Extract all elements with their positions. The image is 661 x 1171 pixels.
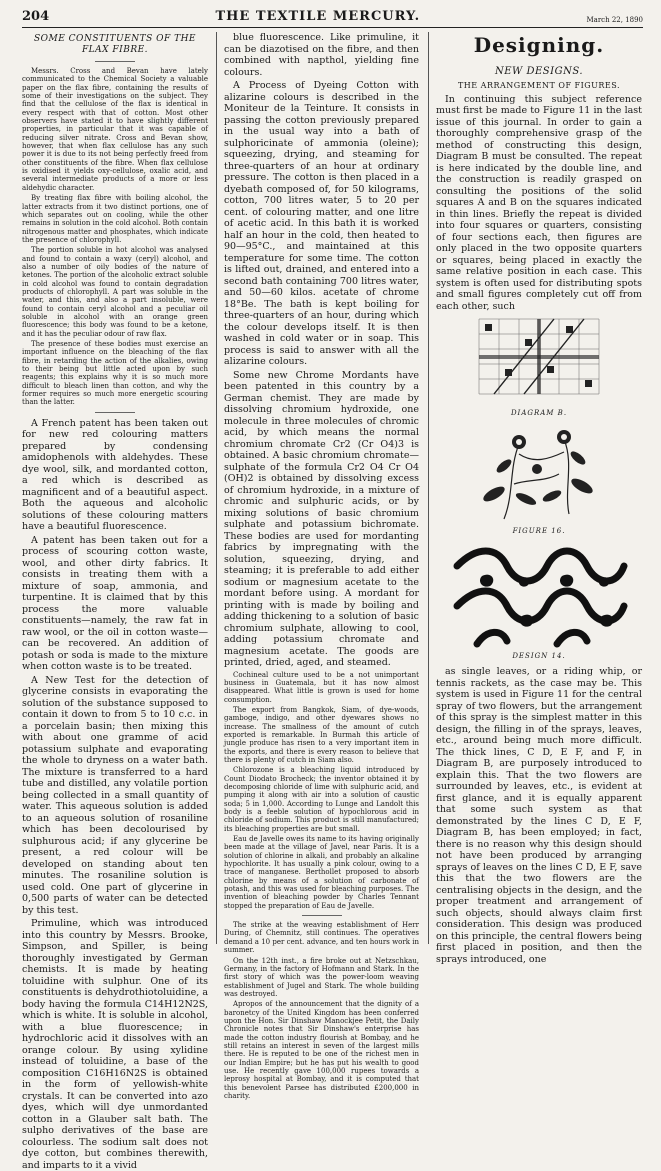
article-heading: THE ARRANGEMENT OF FIGURES. [457, 81, 621, 91]
paragraph: blue fluorescence. Like primuline, it can be diazotised on the fibre, and then combined with napthol, yielding fine colours. [224, 32, 419, 78]
paragraph: A patent has been taken out for a process of scouring cotton waste, wool, and other dirty fabrics. It consists in treating them with a mixture of soap, ammonia, and turpentine. It is claimed that by this process the more valuable constituents—namely, the raw fat in raw wool, or the oil in cotton waste—can be recovered. An addition of potash or soda is made to the mixture when cotton waste is to be treated. [22, 534, 208, 673]
solid-square [485, 324, 492, 331]
paragraph: By treating flax fibre with boiling alcohol, the latter extracts from it two distinct portions, one of which separates out on cooling, while the other remains in solution in the cold alcohol. Both contain nitrogenous matter and phosphates, which indicate the presence of chlorophyll. [22, 194, 208, 244]
paragraph: Chlorozone is a bleaching liquid introduced by Count Diodato Brocheck; the inventor obtained it by decomposing chloride of lime with sulphuric acid, and pumping it along with air into a solution of caustic soda; 5 in 1,000. According to Lunge and Landolt this body is a feeble solution of hypochlorous acid in chloride of sodium. This product is still manufactured; its bleaching properties are but small. [224, 766, 419, 833]
divider [302, 915, 342, 916]
paragraph: In continuing this subject reference must first be made to Figure 11 in the last issue of this journal. In order to gain a thoroughly comprehensive grasp of the method of constructing this design, Diagram B must be consulted. The repeat is here indicated by the double line, and the construction is readily grasped on consulting the positions of the solid squares A and B on the squares indicated in thin lines. Briefly the repeat is divided into four squares or quarters, consisting of four sections each, then figures are only placed in the two opposite quarters or squares, being placed in exactly the same relative position in each case. This system is often used for distributing spots and small figures completely cut off from each other, such [436, 93, 642, 312]
journal-title: THE TEXTILE MERCURY. [215, 9, 421, 24]
paragraph: Some new Chrome Mordants have been patented in this country by a German chemist. They are made by dissolving chromium hydroxide, one molecule in three molecules of chromic acid, by which means the normal chromium chromate Cr2 (Cr O4)3 is obtained. A basic chromium chromate—sulphate of the formula Cr2 O4 Cr O4 (OH)2 is obtained by dissolving excess of chromium hydroxide, in a mixture of chromic and sulphuric acids, or by mixing solutions of basic chromium sulphate and potassium bichromate. These bodies are used for mordanting fabrics by impregnating with the solution, squeezing, drying, and steaming; it is preferable to add either sodium or magnesium acetate to the mordant before using. A mordant for printing with is made by boiling and adding thickening to a solution of basic chromium sulphate, allowing to cool, adding potassium chromate and magnesium acetate. The goods are printed, dried, aged, and steamed. [224, 369, 419, 668]
solid-square [585, 380, 592, 387]
paragraph: A French patent has been taken out for new red colouring matters prepared by condensing amidophenols with aldehydes. These dye wool, silk, and mordanted cotton, a red which is described as magnificent and of a beautiful aspect. Both the aqueous and alcoholic solutions of these colouring matters have a beautiful fluorescence. [22, 417, 208, 533]
divider [95, 412, 135, 413]
solid-square [566, 326, 573, 333]
paragraph: The strike at the weaving establishment of Herr During, of Chemnitz, still continues. The operatives demand a 10 per cent. advance, and ten hours work in summer. [224, 921, 419, 955]
paragraph: The presence of these bodies must exercise an important influence on the bleaching of the flax fibre, in retarding the action of the alkalies, owing to their being but little acted upon by such reagents; this explains why it is so much more difficult to bleach linen than cotton, and why the former requires so much more energetic scouring than the latter. [22, 340, 208, 407]
column-right [436, 32, 642, 965]
solid-square [525, 339, 532, 346]
section-subtitle: NEW DESIGNS. [494, 66, 584, 77]
figure-caption: DIAGRAM B. [510, 409, 568, 418]
section-title: Designing. [473, 33, 605, 57]
figure-caption: DESIGN 14. [512, 651, 566, 660]
paragraph: The portion soluble in hot alcohol was analysed and found to contain a waxy (ceryl) alcohol, and also a number of oily bodies of the nature of ketones. The portion of the alcoholic extract soluble in cold alcohol was found to contain degradation products of chlorophyll. A part was soluble in the water, and this, and also a part insoluble, were found to contain ceryl alcohol and a peculiar oil soluble in alcohol with an orange green fluorescence; this body was found to be a ketone, and it has the peculiar odour of raw flax. [22, 246, 208, 338]
issue-date: March 22, 1890 [586, 16, 643, 24]
paragraph: Cochineal culture used to be a not unimportant business in Guatemala, but it has now almost disappeared. What little is grown is used for home consumption. [224, 670, 419, 704]
paragraph: A Process of Dyeing Cotton with alizarine colours is described in the Moniteur de la Teinture. It consists in passing the cotton previously prepared in the usual way into a bath of sulphoricinate of ammonia (oleine); squeezing, drying, and steaming for three-quarters of an hour at ordinary pressure. The cotton is then placed in a dyebath composed of, for 50 kilograms, cotton, 700 litres water, 5 to 20 per cent. of colouring matter, and one litre of acetic acid. In this bath it is worked half an hour in the cold, then heated to 90—95°C., and maintained at this temperature for some time. The cotton is lifted out, drained, and entered into a second bath containing 700 litres water, and 50—60 kilos. acetate of chrome 18°Be. The bath is kept boiling for three-quarters of an hour, during which the colour develops itself. It is then washed in cold water or in soap. This process is said to answer with all the alizarine colours. [224, 80, 419, 367]
paragraph: On the 12th inst., a fire broke out at Netzschkau, Germany, in the factory of Hofmann and Stark. In the first story of which was the power-loom weaving establishment of Jugel and Stark. The whole building was destroyed. [224, 956, 419, 998]
page-number: 204 [22, 9, 50, 24]
column-rule [216, 32, 217, 944]
solid-square [547, 366, 554, 373]
paragraph: Apropos of the announcement that the dignity of a baronetcy of the United Kingdom has been conferred upon the Hon. Sir Dinshaw Manockjee Petit, the Daily Chronicle notes that Sir Dinshaw's enterprise has made the cotton industry flourish at Bombay, and he still retains an interest in seven of the largest mills there. He is reputed to be one of the richest men in our Indian Empire; but he has put his wealth to good use. He recently gave 100,000 rupees towards a leprosy hospital at Bombay, and it is computed that this benevolent Parsee has distributed £200,000 in charity. [224, 1000, 419, 1100]
article-heading: SOME CONSTITUENTS OF THE FLAX FIBRE. [33, 34, 197, 55]
scroll-ornament-design [452, 541, 627, 649]
paragraph: Eau de Javelle owes its name to its having originally been made at the village of Javel, near Paris. It is a solution of chlorine in alkali, and probably an alkaline hypochlorite. It has usually a pink colour, owing to a trace of manganese. Berthollet proposed to absorb chlorine by means of a solution of carbonate of potash, and this was used for bleaching purposes. The invention of bleaching powder by Charles Tennant stopped the preparation of Eau de Javelle. [224, 835, 419, 910]
paragraph: A New Test for the detection of glycerine consists in evaporating the solution of the substance supposed to contain it down to from 5 to 10 c.c. in a porcelain basin; then mixing this with about one gramme of acid potassium sulphate and evaporating the whole to dryness on a water bath. The mixture is transferred to a hard tube and distilled, any volatile portion being collected in a small quantity of water. This aqueous solution is added to an aqueous solution of rosaniline which has been decolourised by sulphurous acid; if any glycerine be present, a red colour will be developed on standing about ten minutes. The rosaniline solution is used cold. One part of glycerine in 0,500 parts of water can be detected by this test. [22, 674, 208, 916]
divider [95, 61, 135, 62]
paragraph: as single leaves, or a riding whip, or tennis rackets, as the case may be. This system is used in Figure 11 for the central spray of two flowers, but the arrangement of this spray is the simplest matter in this design, the filling in of the sprays, leaves, etc., around being much more difficult. The thick lines, C D, E F, and F, in Diagram B, are purposely introduced to explain this. That the two flowers are surrounded by leaves, etc., is evident at first glance, and it is equally apparent that some such system as that demonstrated by the lines C D, E F, Diagram B, has been employed; in fact, there is no reason why this design should not have been produced by arranging sprays of leaves on the lines C D, E F, save this that the two flowers are the centralising objects in the design, and the proper treatment and arrangement of such objects, should always claim first consideration. This design was produced on this principle, the central flowers being first placed in position, and then the sprays introduced, one [436, 666, 642, 965]
column-middle [224, 32, 419, 1100]
paragraph: The export from Bangkok, Siam, of dye-woods, gamboge, indigo, and other dyewares shows no increase. The smallness of the amount of cutch exported is remarkable. In Burmah this article of jungle produce has risen to a very important item in the exports, and there is every reason to believe that there is plenty of cutch in Siam also. [224, 705, 419, 764]
floral-spray-figure [474, 424, 604, 524]
figure-caption: FIGURE 16. [512, 526, 566, 535]
column-left [22, 32, 208, 1171]
column-rule [428, 32, 429, 944]
diagram-b-grid [474, 314, 604, 406]
paragraph: Messrs. Cross and Bevan have lately communicated to the Chemical Society a valuable paper on the flax fibre, containing the results of some of their investigations on the subject. They find that the cellulose of the flax is identical in every respect with that of cotton. Most other observers have stated it to have slightly different properties, in particular that it was capable of reducing silver nitrate. Cross and Bevan show, however, that when flax cellulose has any such power it is due to its not being perfectly freed from other constituents of the fibre. When flax cellulose is oxidised it yields oxy-cellulose, oxalic acid, and several intermediate products of a more or less aldehydic character. [22, 67, 208, 192]
paragraph: Primuline, which was introduced into this country by Messrs. Brooke, Simpson, and Spiller, is being thoroughly investigated by German chemists. It is made by heating toluidine with sulphur. One of its constituents is dehydrothiotoluidine, a body having the formula C14H12N2S, which is white. It is soluble in alcohol, with a blue fluorescence; in hydrochloric acid it dissolves with an orange colour. By using xylidine instead of toluidine, a base of the composition C16H16N2S is obtained in the form of yellowish-white crystals. It can be converted into azo dyes, which will dye unmordanted cotton in a Glauber salt bath. The sulpho derivatives of the base are colourless. The sodium salt does not dye cotton, but combines therewith, and imparts to it a vivid [22, 918, 208, 1171]
page-header [22, 2, 643, 28]
